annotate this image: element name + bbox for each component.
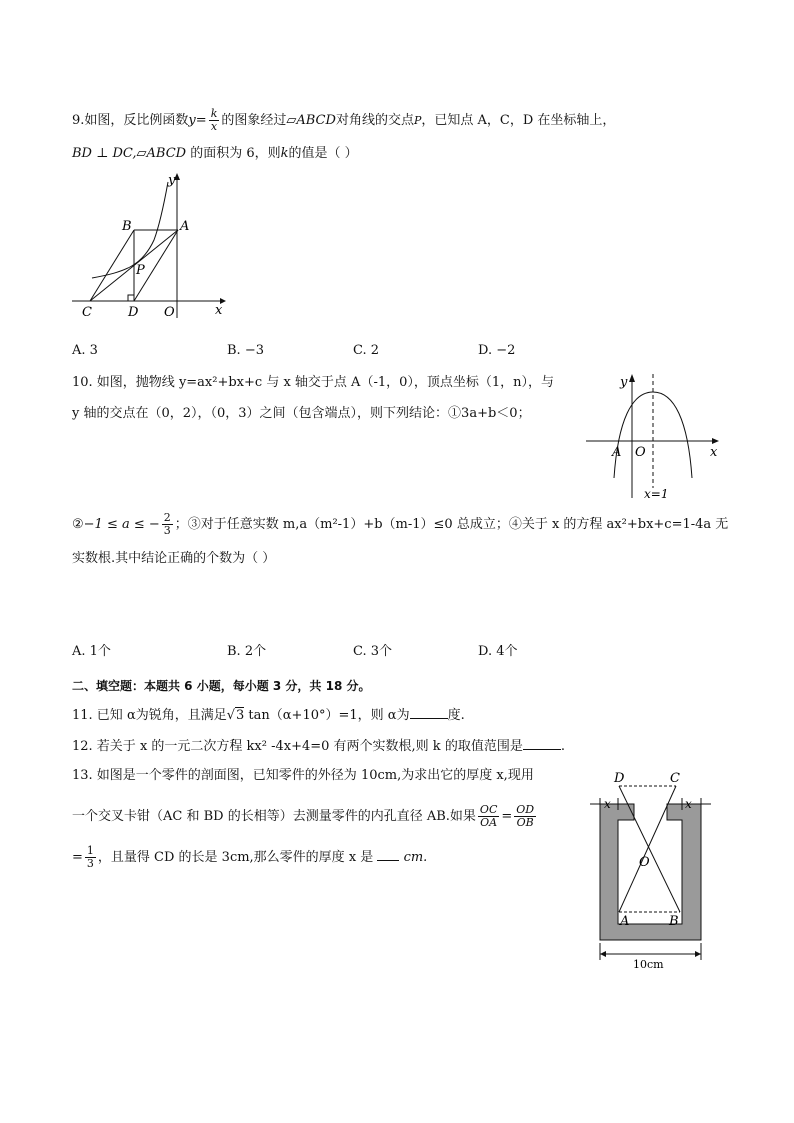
label-B: B [122, 219, 132, 234]
q13-line2: 一个交叉卡钳（AC 和 BD 的长相等）去测量零件的内孔直径 AB.如果 $\frac{OC}{OA}$ = $\frac{OD}{OB}$ [72, 803, 535, 829]
q12-answer-blank[interactable] [523, 737, 561, 750]
q13-fraction-one-third: $\frac{1}{3}$ [86, 844, 94, 870]
q13-line1: 13. 如图是一个零件的剖面图，已知零件的外径为 10cm,为求出它的厚度 x,现用 [72, 768, 534, 783]
q10-line4: 实数根.其中结论正确的个数为（ ） [72, 551, 276, 566]
arrow-left-icon [600, 951, 606, 957]
label-O: O [164, 305, 175, 320]
label-B: B [669, 914, 679, 929]
label-x-right: x [685, 797, 692, 811]
q11-answer-blank[interactable] [410, 706, 448, 719]
q13-answer-blank[interactable] [377, 848, 399, 861]
label-y: y [168, 173, 176, 188]
right-angle-mark [128, 295, 134, 301]
label-P: P [136, 263, 145, 278]
label-A: A [180, 219, 190, 234]
q10-figure [582, 370, 727, 502]
label-D: D [614, 771, 625, 786]
arrow-right-icon [695, 951, 701, 957]
y-axis-arrow-icon [629, 374, 635, 382]
q13-fraction-od-ob: $\frac{OD}{OB}$ [516, 803, 535, 829]
q10-option-d[interactable]: D. 4个 [478, 644, 518, 659]
q12-line: 12. 若关于 x 的一元二次方程 kx² -4x+4=0 有两个实数根,则 k 的取值范围是 . [72, 739, 565, 754]
label-O: O [635, 445, 646, 460]
q10-fraction: $\frac{2}{3}$ [163, 511, 171, 537]
q9-option-d[interactable]: D. −2 [478, 343, 516, 358]
label-width: 10cm [633, 958, 664, 971]
label-x: x [215, 303, 223, 318]
q9-line1: 9.如图，反比例函数y= $\frac{k}{x}$ 的图象经过▱ABCD对角线的交点P，已知点 A，C，D 在坐标轴上， [72, 107, 616, 133]
part-cross-section [600, 804, 701, 940]
label-O: O [639, 855, 650, 870]
q10-option-b[interactable]: B. 2个 [227, 644, 267, 659]
label-x-left: x [604, 797, 611, 811]
q9-fraction: $\frac{k}{x}$ [210, 107, 218, 133]
q10-line1: 10. 如图，抛物线 y=ax²+bx+c 与 x 轴交于点 A（-1，0），顶点坐标（1，n），与 [72, 375, 555, 390]
q9-option-b[interactable]: B. −3 [227, 343, 264, 358]
x-axis-arrow-icon [712, 438, 719, 444]
q9-option-c[interactable]: C. 2 [353, 343, 380, 358]
label-C: C [82, 305, 92, 320]
label-y: y [620, 375, 628, 390]
q9-figure [70, 168, 230, 320]
q13-line3: = $\frac{1}{3}$ ，且量得 CD 的长是 3cm,那么零件的厚度 x 是 cm. [72, 844, 428, 870]
q13-fraction-oc-oa: $\frac{OC}{OA}$ [479, 803, 498, 829]
q11-line: 11. 已知 α为锐角，且满足√3 tan（α+10°）=1，则 α为 度. [72, 708, 465, 723]
q10-line2: y 轴的交点在（0，2），（0，3）之间（包含端点），则下列结论：①3a+b＜0； [72, 406, 531, 421]
q10-option-c[interactable]: C. 3个 [353, 644, 393, 659]
q10-line3: ②−1 ≤ a ≤ − $\frac{2}{3}$ ；③对于任意实数 m,a（m²-1）+b（m-1）≤0 总成立；④关于 x 的方程 ax²+bx+c=1-4a 无 [72, 511, 729, 537]
section-title: 二、填空题：本题共 6 小题，每小题 3 分，共 18 分。 [72, 679, 371, 693]
label-A: A [620, 914, 630, 929]
label-x: x [710, 445, 718, 460]
side-CB [90, 230, 134, 301]
q10-option-a[interactable]: A. 1个 [72, 644, 111, 659]
q9-option-a[interactable]: A. 3 [72, 343, 98, 358]
label-A: A [612, 445, 622, 460]
q13-figure [588, 768, 728, 972]
q9-line2: BD ⊥ DC,▱ABCD 的面积为 6，则k的值是（ ） [72, 146, 358, 161]
label-D: D [128, 305, 139, 320]
label-C: C [670, 771, 680, 786]
label-axis-x1: x=1 [644, 487, 669, 501]
